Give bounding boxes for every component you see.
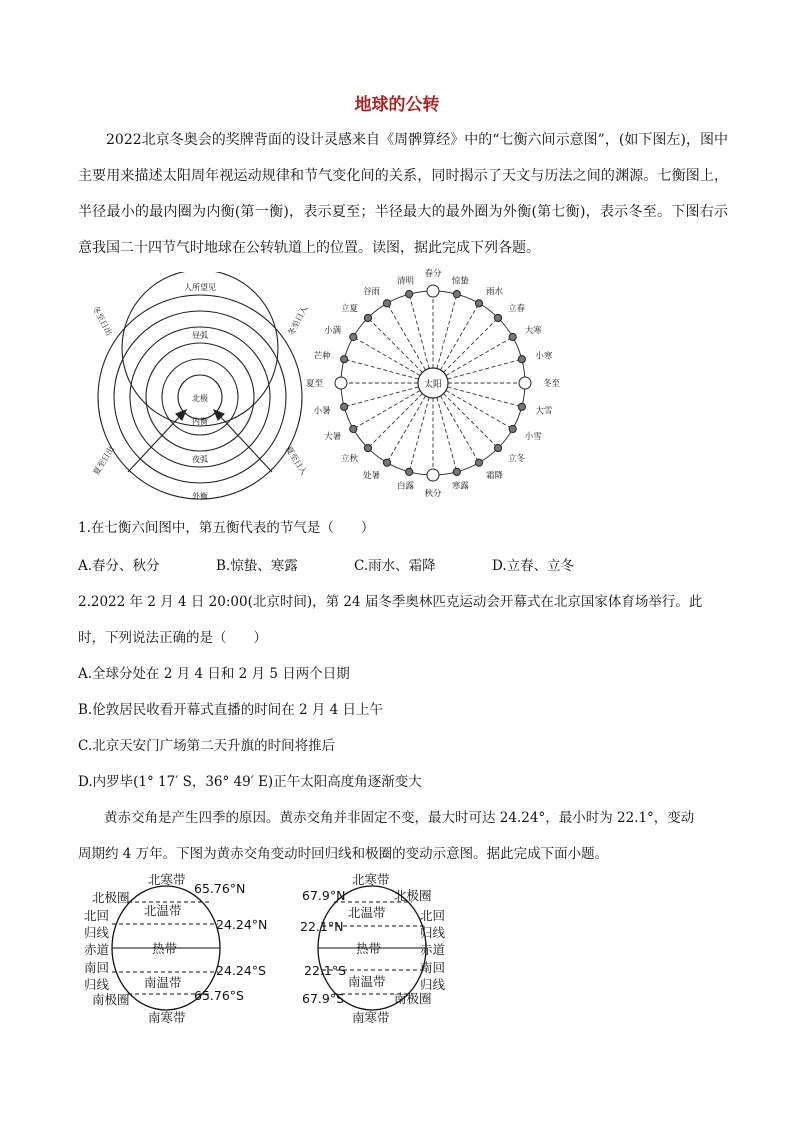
equator-label: 赤道 bbox=[84, 942, 110, 957]
q2-option-d: D.内罗毕(1° 17′ S，36° 49′ E)正午太阳高度角逐渐变大 bbox=[78, 774, 422, 790]
term-label: 寒露 bbox=[451, 481, 469, 492]
south-frigid-label: 南寒带 bbox=[148, 1010, 186, 1025]
tropic-n-label-2: 归线 bbox=[84, 925, 110, 940]
earth-position-dot bbox=[453, 468, 460, 475]
earth-position-dot bbox=[364, 444, 371, 451]
north-frigid-label: 北寒带 bbox=[352, 872, 390, 887]
earth-position-dot bbox=[518, 356, 525, 363]
earth-position-dot bbox=[509, 333, 516, 340]
term-label: 立夏 bbox=[341, 304, 359, 315]
term-label: 冬至 bbox=[543, 379, 560, 389]
term-ray bbox=[409, 397, 429, 471]
tropic-n-label-2: 归线 bbox=[420, 925, 446, 940]
term-label: 雨水 bbox=[486, 287, 504, 298]
north-temperate-label: 北温带 bbox=[348, 905, 386, 920]
earth-position-dot bbox=[475, 300, 482, 307]
tropic-s-label-2: 归线 bbox=[420, 977, 446, 992]
arrow-summer-set bbox=[218, 414, 272, 472]
term-ray bbox=[446, 337, 513, 376]
earth-position-dot bbox=[509, 425, 516, 432]
label-bright-arc: 昼弧 bbox=[192, 331, 208, 340]
term-ray bbox=[441, 396, 480, 463]
term-ray bbox=[444, 394, 498, 448]
earth-position-dot bbox=[519, 377, 531, 389]
q1-option-c: C.雨水、霜降 bbox=[354, 558, 436, 574]
earth-position-dot bbox=[350, 425, 357, 432]
term-label: 大雪 bbox=[535, 406, 553, 417]
q1-stem: 1.在七衡六间图中，第五衡代表的节气是（ ） bbox=[78, 520, 375, 536]
q1-option-d: D.立春、立冬 bbox=[492, 558, 575, 574]
label-winter-rise: 冬至日出 bbox=[90, 304, 114, 338]
south-temperate-label: 南温带 bbox=[348, 974, 386, 989]
term-ray bbox=[409, 294, 429, 368]
antarctic-label: 南极圈 bbox=[92, 992, 130, 1007]
term-ray bbox=[444, 318, 498, 372]
lat-24s-label: 24.24°S bbox=[216, 963, 266, 978]
term-ray bbox=[441, 303, 480, 370]
tropic-s-label-1: 南回 bbox=[420, 960, 446, 975]
term-label: 大寒 bbox=[524, 326, 542, 336]
earth-position-dot bbox=[341, 356, 348, 363]
earth-position-dot bbox=[427, 285, 439, 297]
tropic-s-label-2: 归线 bbox=[84, 977, 110, 992]
label-night-arc: 夜弧 bbox=[192, 455, 208, 464]
label-summer-rise: 夏至日出 bbox=[91, 444, 117, 477]
seven-heng-diagram bbox=[86, 272, 330, 504]
q1-option-a: A.春分、秋分 bbox=[78, 558, 160, 574]
term-label: 白露 bbox=[397, 481, 415, 492]
label-inner: 内衡 bbox=[192, 417, 208, 426]
term-ray bbox=[446, 391, 513, 430]
earth-position-dot bbox=[406, 291, 413, 298]
earth-position-dot bbox=[453, 291, 460, 298]
q2-option-a: A.全球分处在 2 月 4 日和 2 月 5 日两个日期 bbox=[78, 666, 350, 682]
tropic-s-label-1: 南回 bbox=[84, 960, 110, 975]
q2-stem-line1: 2.2022 年 2 月 4 日 20:00(北京时间)，第 24 届冬季奥林匹克运动会开幕式在北京国家体育场举行。此 bbox=[78, 594, 703, 610]
term-ray bbox=[437, 397, 457, 471]
sun-label: 太阳 bbox=[423, 380, 443, 390]
equator-label: 赤道 bbox=[420, 942, 446, 957]
term-label: 立春 bbox=[507, 304, 525, 315]
q2-option-b: B.伦敦居民收看开幕式直播的时间在 2 月 4 日上午 bbox=[78, 702, 384, 718]
obliquity-min-diagram bbox=[300, 872, 480, 1028]
earth-position-dot bbox=[383, 300, 390, 307]
antarctic-label: 南极圈 bbox=[394, 991, 432, 1006]
term-label: 夏至 bbox=[306, 379, 323, 389]
lat-22s-label: 22.1°S bbox=[304, 963, 347, 978]
term-ray bbox=[368, 394, 422, 448]
term-label: 小雪 bbox=[524, 432, 542, 442]
intro-paragraph: 2022北京冬奥会的奖牌背面的设计灵感来自《周髀算经》中的“七衡六间示意图”，(如下图左)，图中主要用来描述太阳周年视运动规律和节气变化间的关系，同时揭示了天文与历法之间的渊源。七衡图上，半径最小的最内圈为内衡(第一衡)，表示夏至；半径最大的最外圈为外衡(第七衡)，表示冬至。下图右示意我国二十四节气时地球在公转轨道上的位置。读图，据此完成下列各题。 bbox=[78, 132, 728, 256]
label-summer-set: 夏至日入 bbox=[283, 444, 309, 477]
label-outer: 外衡 bbox=[192, 492, 208, 501]
term-ray bbox=[447, 359, 521, 379]
earth-position-dot bbox=[350, 333, 357, 340]
solar-terms-diagram bbox=[306, 268, 560, 504]
term-ray bbox=[447, 387, 521, 407]
q2-stem-line2: 时，下列说法正确的是（ ） bbox=[78, 630, 267, 646]
earth-position-dot bbox=[383, 459, 390, 466]
term-label: 立秋 bbox=[341, 453, 359, 464]
lat-24n-label: 24.24°N bbox=[216, 917, 268, 932]
label-pole: 北极 bbox=[192, 394, 208, 403]
earth-position-dot bbox=[427, 469, 439, 481]
term-label: 霜降 bbox=[486, 470, 504, 481]
lat-22n-label: 22.1°N bbox=[300, 919, 344, 934]
earth-position-dot bbox=[341, 403, 348, 410]
term-label: 小寒 bbox=[535, 351, 553, 362]
term-label: 处暑 bbox=[362, 470, 380, 481]
north-frigid-label: 北寒带 bbox=[148, 872, 186, 887]
arctic-label: 北极圈 bbox=[394, 888, 432, 903]
earth-position-dot bbox=[364, 314, 371, 321]
term-label: 小满 bbox=[324, 326, 342, 336]
tropic-n-label-1: 北回 bbox=[84, 908, 110, 923]
page-title: 地球的公转 bbox=[354, 95, 440, 115]
earth-position-dot bbox=[494, 314, 501, 321]
earth-position-dot bbox=[335, 377, 347, 389]
arctic-label: 北极圈 bbox=[92, 890, 130, 905]
tropic-n-label-1: 北回 bbox=[420, 908, 446, 923]
term-ray bbox=[368, 318, 422, 372]
term-label: 惊蛰 bbox=[451, 276, 469, 287]
p2-line2: 周期约 4 万年。下图为黄赤交角变动时回归线和极圈的变动示意图。据此完成下面小题。 bbox=[78, 846, 609, 862]
term-label: 清明 bbox=[397, 276, 415, 287]
term-ray bbox=[437, 294, 457, 368]
q1-option-b: B.惊蛰、寒露 bbox=[216, 558, 298, 574]
term-label: 秋分 bbox=[424, 489, 442, 499]
lat-65s-label: 65.76°S bbox=[194, 988, 244, 1003]
south-temperate-label: 南温带 bbox=[144, 975, 182, 990]
term-ray bbox=[387, 303, 426, 370]
label-human-view: 人所望见 bbox=[184, 283, 216, 292]
term-label: 小暑 bbox=[313, 406, 331, 417]
earth-position-dot bbox=[406, 468, 413, 475]
term-label: 立冬 bbox=[507, 453, 525, 464]
north-temperate-label: 北温带 bbox=[144, 903, 182, 918]
arrow-summer-rise bbox=[128, 414, 182, 472]
torrid-label: 热带 bbox=[152, 941, 178, 956]
lat-67s-label: 67.9°S bbox=[302, 991, 345, 1006]
torrid-label: 热带 bbox=[356, 941, 382, 956]
p2-line1: 黄赤交角是产生四季的原因。黄赤交角并非固定不变，最大时可达 24.24°，最小时为 22.1°，变动 bbox=[104, 810, 695, 826]
earth-position-dot bbox=[494, 444, 501, 451]
term-label: 芒种 bbox=[313, 351, 331, 362]
south-frigid-label: 南寒带 bbox=[352, 1010, 390, 1025]
term-label: 谷雨 bbox=[362, 287, 380, 298]
term-ray bbox=[344, 387, 418, 407]
q2-option-c: C.北京天安门广场第二天升旗的时间将推后 bbox=[78, 738, 336, 754]
term-ray bbox=[344, 359, 418, 379]
lat-67n-label: 67.9°N bbox=[302, 888, 346, 903]
label-winter-set: 冬至日入 bbox=[286, 304, 310, 338]
earth-position-dot bbox=[518, 403, 525, 410]
term-ray bbox=[353, 391, 420, 430]
lat-65n-label: 65.76°N bbox=[194, 881, 246, 896]
obliquity-max-diagram bbox=[78, 872, 278, 1028]
term-ray bbox=[353, 337, 420, 376]
term-label: 大暑 bbox=[324, 432, 342, 442]
term-ray bbox=[387, 396, 426, 463]
term-label: 春分 bbox=[424, 269, 442, 279]
earth-position-dot bbox=[475, 459, 482, 466]
